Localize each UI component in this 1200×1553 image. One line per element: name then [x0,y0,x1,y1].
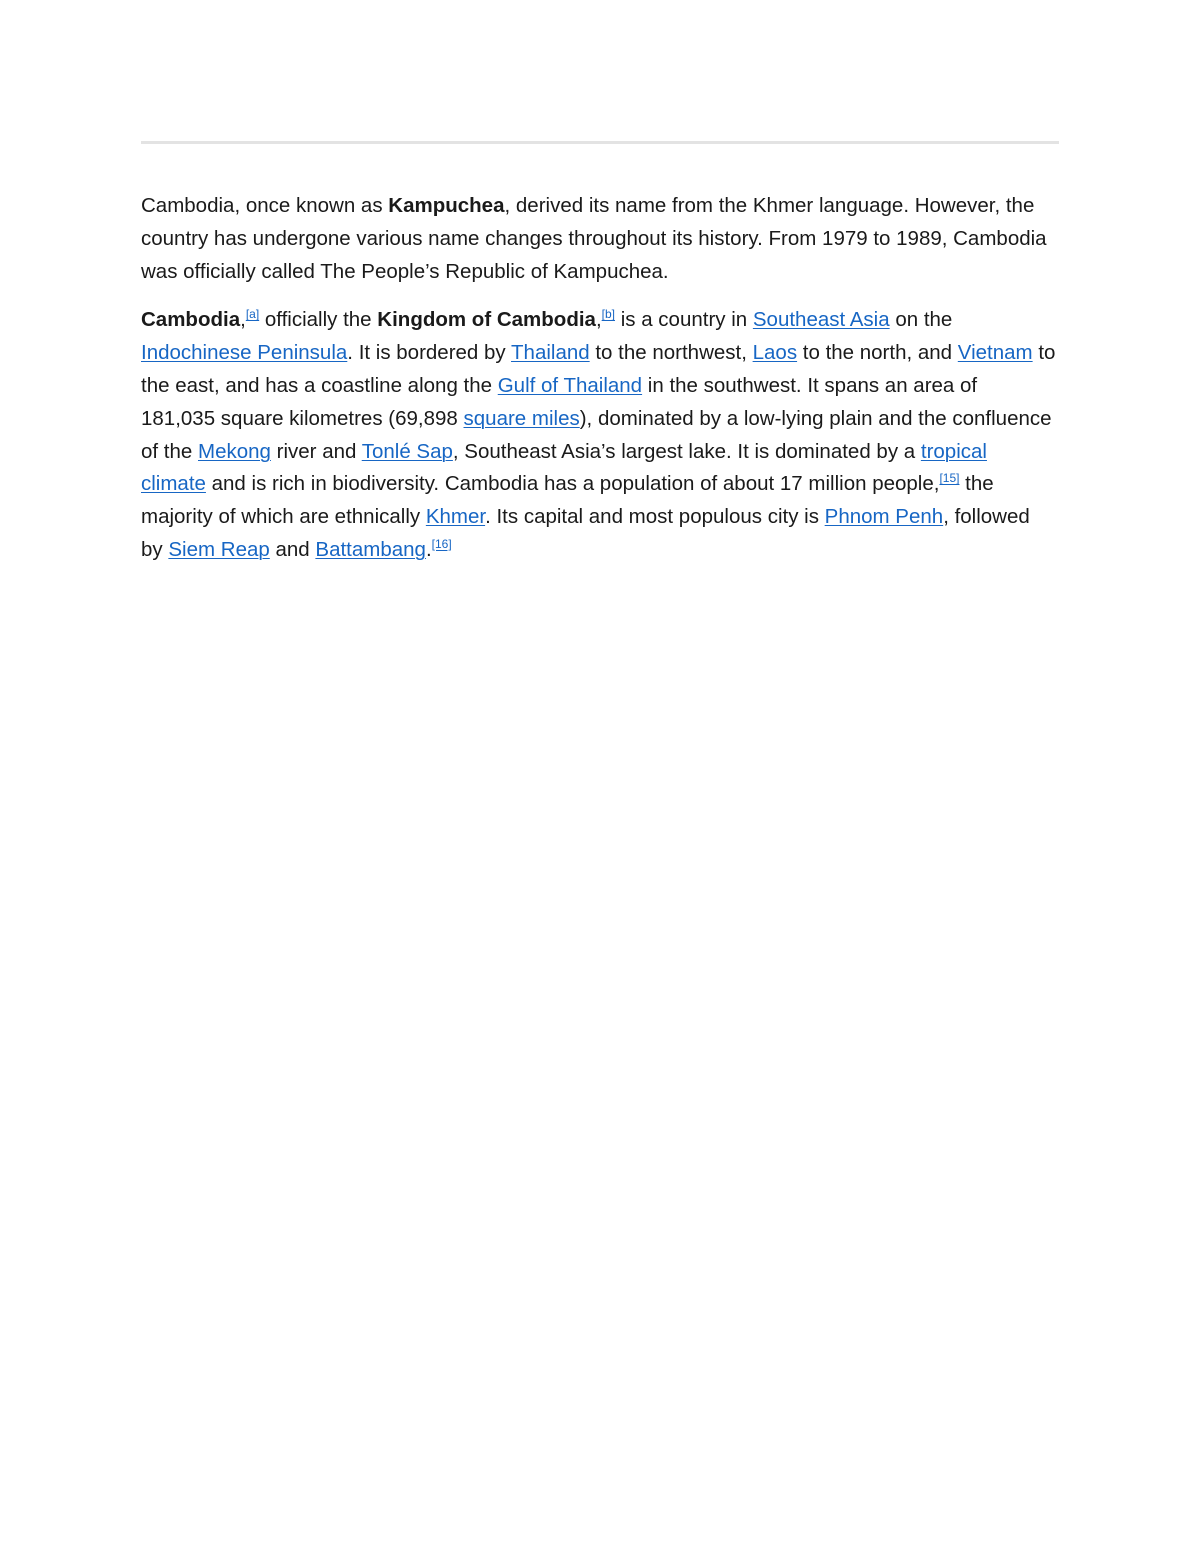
paragraph-cambodia-intro [141,304,1056,566]
horizontal-rule [141,141,1059,144]
text-run: . [425,537,432,561]
footnote-ref-a[interactable] [246,307,259,321]
footnote-link-b[interactable]: [b] [601,307,615,322]
footnote-ref-15[interactable] [939,471,959,485]
link-southeast-asia[interactable]: Southeast Asia [752,308,890,332]
text-run: to the northwest, [589,341,753,365]
text-run: , [240,308,246,332]
link-tropical-climate[interactable]: tropical climate [141,439,987,496]
link-vietnam[interactable]: Vietnam [957,341,1033,365]
link-square-miles[interactable]: square miles [463,406,580,430]
link-gulf-of-thailand[interactable]: Gulf of Thailand [497,373,643,397]
link-laos[interactable]: Laos [752,341,798,365]
document-body [141,190,1056,583]
bold-term-cambodia: Cambodia [141,308,241,332]
text-run: river and [270,439,362,463]
bold-term-kingdom-of-cambodia: Kingdom of Cambodia [377,308,596,332]
link-mekong[interactable]: Mekong [198,439,271,463]
text-run: is a country in [615,308,753,332]
text-run: ), dominated by a low-lying plain and the confluence of the [141,406,1052,463]
footnote-link-a[interactable]: [a] [245,307,260,322]
link-tonle-sap[interactable]: Tonlé Sap [361,439,453,463]
footnote-link-16[interactable]: [16] [431,536,452,551]
text-run: in the southwest. It spans an area of 181,035 square kilometres (69,898 [141,373,978,430]
text-run: and [269,537,316,561]
link-khmer[interactable]: Khmer [425,505,486,529]
text-run: and is rich in biodiversity. Cambodia has a population of about 17 million people, [205,472,940,496]
text-run: , derived its name from the Khmer language. However, the country has undergone various name changes throughout its history. From 1979 to 1989, Cambodia was officially called The People’s Republic of Kampuchea. [141,194,1047,283]
text-run: to the east, and has a coastline along the [141,341,1056,397]
footnote-ref-b[interactable] [602,307,615,321]
text-run: , followed by [141,505,1030,561]
text-run: officially the [259,308,378,332]
text-run: on the [889,308,953,332]
text-run: , Southeast Asia’s largest lake. It is dominated by a [452,439,921,463]
paragraph-kampuchea [141,190,1056,288]
link-siem-reap[interactable]: Siem Reap [168,537,270,561]
text-run: Cambodia, once known as [141,194,389,217]
text-run: the majority of which are ethnically [141,472,994,529]
text-run: . It is bordered by [347,341,512,365]
footnote-ref-16[interactable] [432,537,452,551]
link-thailand[interactable]: Thailand [511,341,590,365]
text-run: , [595,308,602,332]
footnote-link-15[interactable]: [15] [939,471,960,486]
link-indochinese-peninsula[interactable]: Indochinese Peninsula [141,341,348,365]
text-run: . Its capital and most populous city is [485,505,825,529]
text-run: to the north, and [797,341,958,365]
link-battambang[interactable]: Battambang [315,537,426,561]
link-phnom-penh[interactable]: Phnom Penh [824,505,944,529]
bold-term-kampuchea: Kampuchea [388,194,505,217]
